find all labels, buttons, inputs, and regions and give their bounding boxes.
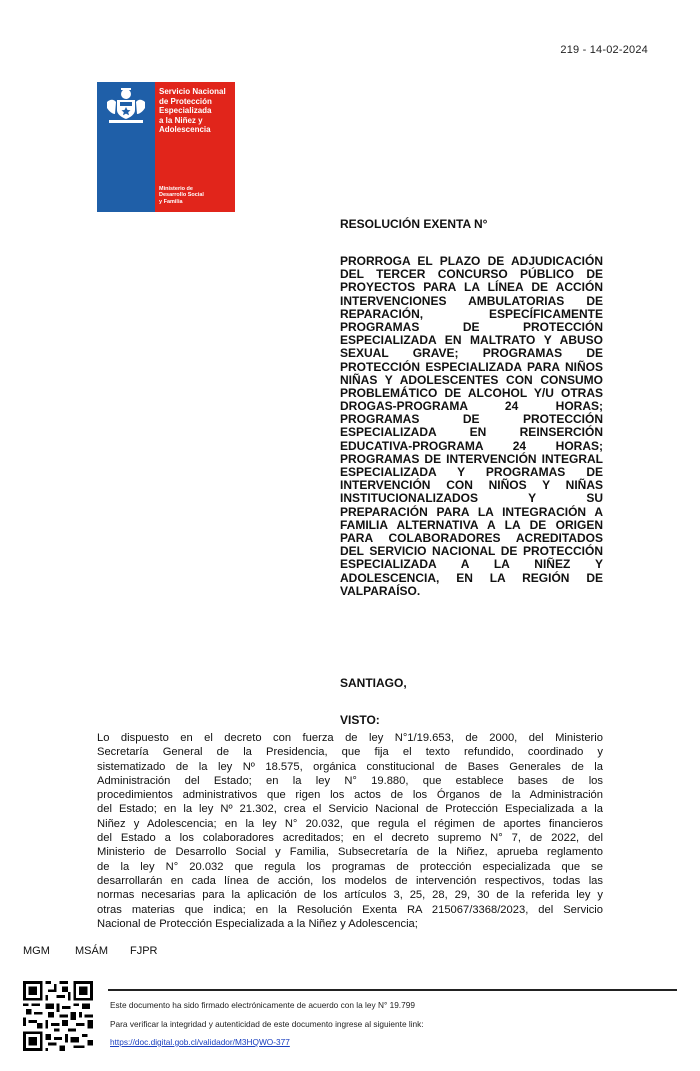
subject-line: ESPECIALIZADA A LA NIÑEZ Y [340, 557, 603, 572]
initials-mgm: MGM [23, 945, 50, 957]
subject-line: ESPECIALIZADA Y PROGRAMAS DE [340, 465, 603, 479]
subject-line: PROGRAMAS DE INTERVENCIÓN INTEGRAL [340, 451, 603, 466]
subject-line: INTERVENCIONES AMBULATORIAS DE [340, 293, 603, 308]
coat-of-arms-icon [101, 86, 151, 126]
paragraph-line: normas necesarias para la aplicación de los artículos 3, 25, 28, 29, 30 de la referida ley y [97, 889, 603, 902]
subject-line: VALPARAÍSO. [340, 583, 421, 598]
paragraph-line: Nacional de Protección Especializada a la Niñez y Adolescencia; [97, 917, 418, 930]
subject-line: PROGRAMAS DE PROTECCIÓN [340, 412, 603, 427]
subject-line: REPARACIÓN, ESPECÍFICAMENTE [340, 306, 603, 321]
footer-divider [108, 989, 677, 991]
paragraph-line: Niñez y Adolescencia; en la ley N° 20.032, que regula el régimen de aportes financieros [97, 817, 603, 830]
subject-line: EDUCATIVA-PROGRAMA 24 HORAS; [340, 438, 603, 453]
qr-code-icon [23, 981, 93, 1051]
logo-red-panel [155, 82, 235, 212]
paragraph-line: Administración del Estado; en la ley N° 19.880, que establece bases de los [97, 774, 603, 787]
paragraph-line: Ministerio de Desarrollo Social y Familia, Subsecretaría de la Niñez, aprueba reglamento [97, 846, 603, 859]
document-reference-number: 219 - 14-02-2024 [560, 44, 648, 56]
visto-heading: VISTO: [340, 713, 380, 727]
signature-notice: Este documento ha sido firmado electrónicamente de acuerdo con la ley N° 19.799 [110, 1000, 415, 1010]
logo-ministry-name: Ministerio de Desarrollo Social y Familia [159, 185, 204, 205]
paragraph-line: Secretaría General de la Presidencia, que fija el texto refundido, coordinado y [97, 746, 603, 759]
subject-line: ESPECIALIZADA EN REINSERCIÓN [340, 425, 603, 440]
logo-service-name: Servicio Nacional de Protección Especializada a la Niñez y Adolescencia [159, 87, 226, 134]
visto-paragraph [97, 731, 603, 931]
subject-line: PREPARACIÓN PARA LA INTEGRACIÓN A [340, 504, 603, 519]
paragraph-line: sistematizado de la ley Nº 18.575, orgánica constitucional de Bases Generales de la [97, 760, 603, 773]
paragraph-line: del Estado; en la ley Nº 21.302, crea el Servicio Nacional de Protección Especializada a la [97, 803, 603, 816]
paragraph-line: desarrollarán en cada línea de acción, los modelos de intervención respectivos, todas las [97, 874, 603, 887]
subject-line: FAMILIA ALTERNATIVA A LA DE ORIGEN [340, 517, 603, 532]
subject-line: DROGAS-PROGRAMA 24 HORAS; [340, 399, 603, 414]
subject-line: PARA COLABORADORES ACREDITADOS [340, 530, 603, 545]
subject-line: DEL TERCER CONCURSO PÚBLICO DE [340, 267, 603, 282]
subject-line: INSTITUCIONALIZADOS Y SU [340, 491, 603, 506]
initials-fjpr: FJPR [130, 945, 158, 957]
verification-link[interactable]: https://doc.digital.gob.cl/validador/M3HQWO-377 [110, 1037, 290, 1047]
subject-line: NIÑAS Y ADOLESCENTES CON CONSUMO [340, 372, 603, 387]
subject-line: INTERVENCIÓN CON NIÑOS Y NIÑAS [340, 478, 603, 493]
initials-msam: MSÁM [75, 945, 108, 957]
paragraph-line: de la ley N° 20.032 que regula los programas de protección especializada que se [97, 860, 603, 873]
paragraph-line: otras materias que indica; en la Resolución Exenta RA 215067/3368/2023, del Servicio [97, 903, 603, 916]
paragraph-line: del Estado a los colaboradores acreditados; en el decreto supremo N° 7, de 2022, del [97, 832, 603, 845]
logo-blue-panel [97, 82, 155, 212]
subject-line: PROGRAMAS DE PROTECCIÓN [340, 319, 603, 334]
institution-logo [97, 82, 235, 212]
subject-line: PRORROGA EL PLAZO DE ADJUDICACIÓN [340, 254, 603, 268]
subject-line: ADOLESCENCIA, EN LA REGIÓN DE [340, 570, 603, 585]
paragraph-line: Lo dispuesto en el decreto con fuerza de ley N°1/19.653, de 2000, del Ministerio [97, 732, 603, 744]
resolution-subject [340, 255, 603, 598]
subject-line: DEL SERVICIO NACIONAL DE PROTECCIÓN [340, 544, 603, 559]
paragraph-line: procedimientos administrativos que rigen los actos de los Órganos de la Administración [97, 789, 603, 802]
subject-line: PROTECCIÓN ESPECIALIZADA PARA NIÑOS [340, 359, 603, 374]
verification-instructions: Para verificar la integridad y autenticidad de este documento ingrese al siguiente link: [110, 1019, 424, 1029]
subject-line: SEXUAL GRAVE; PROGRAMAS DE [340, 346, 603, 361]
subject-line: ESPECIALIZADA EN MALTRATO Y ABUSO [340, 333, 603, 348]
place-of-issue: SANTIAGO, [340, 676, 407, 690]
subject-line: PROYECTOS PARA LA LÍNEA DE ACCIÓN [340, 280, 603, 295]
resolution-number-label: RESOLUCIÓN EXENTA N° [340, 217, 488, 231]
subject-line: PROBLEMÁTICO DE ALCOHOL Y/U OTRAS [340, 385, 603, 400]
